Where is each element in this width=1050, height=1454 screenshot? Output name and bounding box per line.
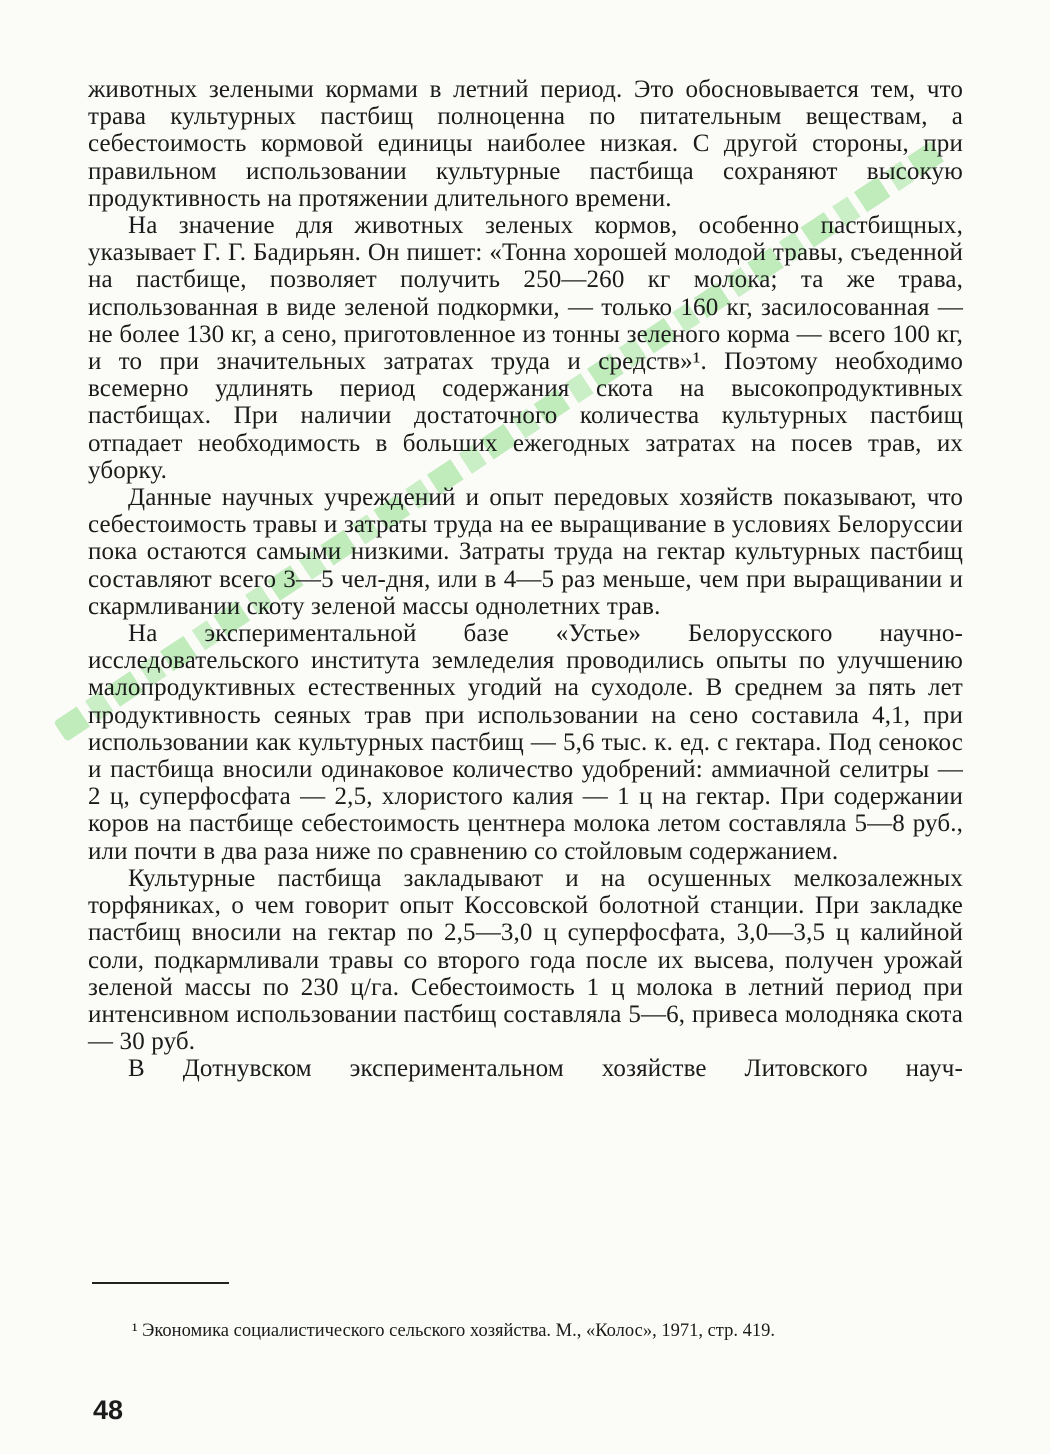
paragraph-ustye-experiment: На экспериментальной базе «Устье» Белорусского научно-исследовательского института земледелия проводились опыты по улучшению малопродуктивных естественных угодий на суходоле. В среднем за пять лет продуктивность сеяных трав при использовании на сено составила 4,1, при использовании как культурных пастбищ — 5,6 тыс. к. ед. с гектара. Под сенокос и пастбища вносили одинаковое количество удобрений: аммиачной селитры — 2 ц, суперфосфата — 2,5, хлористого калия — 1 ц на гектар. При содержании коров на пастбище себестоимость центнера молока летом составляла 5—8 руб., или почти в два раза ниже по сравнению со стойловым содержанием. [88, 620, 963, 865]
footnote: ¹ Экономика социалистического сельского хозяйства. М., «Колос», 1971, стр. 419. [132, 1320, 775, 1341]
paragraph-dotnuva-start: В Дотнувском экспериментальном хозяйстве Литовского науч- [128, 1055, 963, 1083]
paragraph-badiryan-quote: На значение для животных зеленых кормов, особенно пастбищных, указывает Г. Г. Бадирьян. Он пишет: «Тонна хорошей молодой травы, съеденной на пастбище, позволяет получить 250—260 кг молока; та же трава, использованная в виде зеленой подкормки, — только 160 кг, засилосованная — не более 130 кг, а сено, приготовленное из тонны зеленого корма — всего 100 кг, и то при значительных затратах труда и средств»¹. Поэтому необходимо всемерно удлинять период содержания скота на высокопродуктивных пастбищах. При наличии достаточного количества культурных пастбищ отпадает необходимость в больших ежегодных затратах на посев трав, их уборку. [88, 212, 963, 484]
footnote-divider [92, 1282, 229, 1284]
paragraph-continuation: животных зелеными кормами в летний период. Это обосновывается тем, что трава культурных пастбищ полноценна по питательным веществам, а себестоимость кормовой единицы наиболее низкая. С другой стороны, при правильном использовании культурные пастбища сохраняют высокую продуктивность на протяжении длительного времени. [88, 76, 963, 212]
page-number: 48 [93, 1395, 124, 1425]
paragraph-labor-costs: Данные научных учреждений и опыт передовых хозяйств показывают, что себестоимость травы и затраты труда на ее выращивание в условиях Белоруссии пока остаются самыми низкими. Затраты труда на гектар культурных пастбищ составляют всего 3—5 чел-дня, или в 4—5 раз меньше, чем при выращивании и скармливании скоту зеленой массы однолетних трав. [88, 484, 963, 620]
paragraph-peatland-pastures: Культурные пастбища закладывают и на осушенных мелкозалежных торфяниках, о чем говорит опыт Коссовской болотной станции. При закладке пастбищ вносили на гектар по 2,5—3,0 ц суперфосфата, 3,0—3,5 ц калийной соли, подкармливали травы со второго года после их высева, получен урожай зеленой массы по 230 ц/га. Себестоимость 1 ц молока в летний период при интенсивном использовании пастбищ составляла 5—6, привеса молодняка скота — 30 руб. [88, 864, 963, 1056]
main-text [88, 76, 963, 1083]
